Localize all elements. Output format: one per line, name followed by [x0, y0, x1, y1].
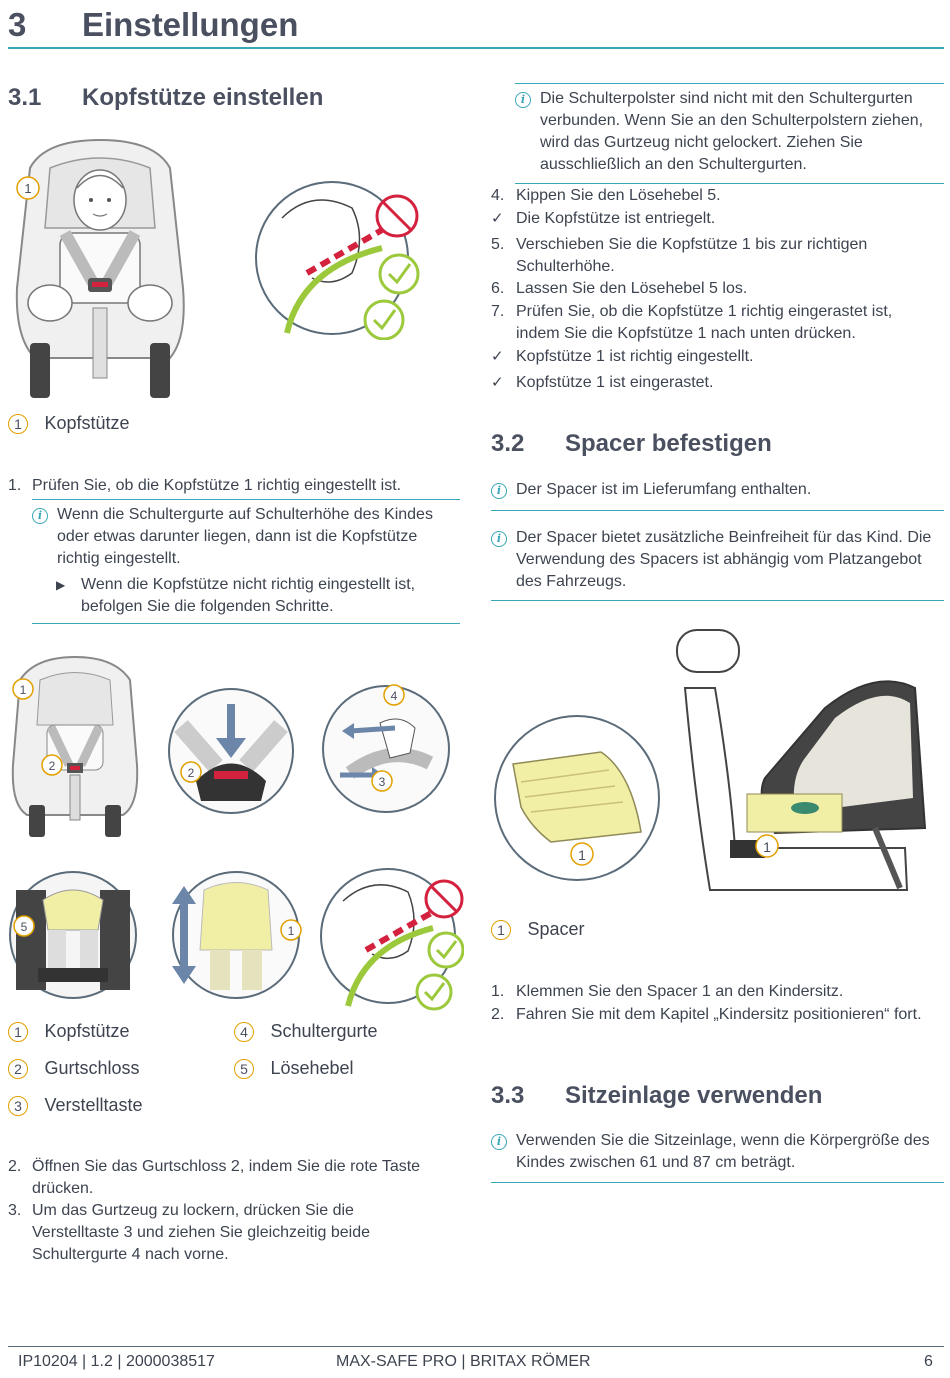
info-note-spacer-included	[491, 479, 941, 501]
spacer-step-1: 1. Klemmen Sie den Spacer 1 an den Kindersitz.	[491, 981, 941, 1003]
step-6: 6. Lassen Sie den Lösehebel 5 los.	[491, 278, 941, 300]
note-rule	[32, 623, 460, 624]
legend-label: Spacer	[527, 919, 585, 939]
legend-number-badge: 5	[234, 1059, 254, 1079]
svg-text:5: 5	[20, 920, 28, 934]
info-rule-top	[515, 83, 944, 84]
step-2: 2. Öffnen Sie das Gurtschloss 2, indem Sie die rote Taste drücken.	[8, 1156, 463, 1178]
info-rule	[491, 510, 944, 511]
legend-number-badge: 1	[8, 414, 28, 434]
info-note-text: Der Spacer ist im Lieferumfang enthalten.	[516, 481, 812, 498]
legend-item-3	[8, 1094, 143, 1116]
chapter-rule	[8, 47, 944, 49]
release-lever-illustration	[8, 870, 138, 1002]
seat-overview-illustration	[5, 655, 145, 840]
legend-item-4	[234, 1020, 378, 1042]
svg-text:2: 2	[187, 766, 195, 780]
result-7b	[491, 372, 941, 394]
step-1-text: Prüfen Sie, ob die Kopfstütze 1 richtig eingestellt ist.	[32, 477, 402, 494]
legend-label: Gurtschloss	[44, 1058, 140, 1078]
info-icon: i	[491, 483, 507, 499]
spacer-step-2: 2. Fahren Sie mit dem Kapitel „Kindersitz positionieren“ fort.	[491, 1004, 941, 1026]
step-4: 4. Kippen Sie den Lösehebel 5.	[491, 185, 941, 207]
info-rule	[491, 1182, 944, 1183]
section-number-3-3: 3.3	[491, 1082, 525, 1109]
legend-label: Schultergurte	[270, 1021, 378, 1041]
svg-text:2: 2	[48, 759, 56, 773]
legend-item-1	[8, 1020, 130, 1042]
step-1: 1. Prüfen Sie, ob die Kopfstütze 1 richtig eingestellt ist.	[8, 475, 463, 497]
section-title-3-3: Sitzeinlage verwenden	[565, 1082, 823, 1109]
info-note-headrest	[32, 504, 452, 567]
legend-item-headrest	[8, 412, 130, 434]
svg-text:1: 1	[287, 924, 295, 938]
footer-rule	[8, 1346, 944, 1347]
legend-item-2	[8, 1057, 139, 1079]
chapter-number: 3	[8, 6, 27, 43]
step-5: 5. Verschieben Sie die Kopfstütze 1 bis zur richtigen Schulterhöhe.	[491, 234, 941, 256]
shoulder-check-illustration	[318, 866, 464, 1012]
legend-number-badge: 1	[491, 920, 511, 940]
section-number-3-1: 3.1	[8, 84, 42, 111]
car-seat-with-spacer-illustration	[675, 628, 945, 908]
headrest-slide-illustration	[164, 870, 308, 1002]
section-title-3-2: Spacer befestigen	[565, 430, 772, 457]
legend-label: Kopfstütze	[44, 1021, 130, 1041]
footer-doc-id: IP10204 | 1.2 | 2000038517	[18, 1353, 215, 1370]
result-7a	[491, 346, 941, 368]
info-icon: i	[32, 508, 48, 524]
result-4	[491, 208, 941, 230]
info-note-text: Verwenden Sie die Sitzeinlage, wenn die Körpergröße des Kindes zwischen 61 und 87 cm beträgt.	[516, 1132, 930, 1171]
footer-product: MAX-SAFE PRO | BRITAX RÖMER	[336, 1353, 591, 1370]
result-7a-text: Kopfstütze 1 ist richtig eingestellt.	[516, 348, 754, 365]
step-7-text: Prüfen Sie, ob die Kopfstütze 1 richtig eingerastet ist, indem Sie die Kopfstütze 1 nach unten drücken.	[516, 303, 893, 342]
step-7: 7. Prüfen Sie, ob die Kopfstütze 1 richtig eingerastet ist, indem Sie die Kopfstütze 1 nach unten drücken.	[491, 301, 941, 323]
info-icon: i	[491, 531, 507, 547]
info-rule-bottom	[515, 183, 944, 184]
instruction-text: Wenn die Kopfstütze nicht richtig eingestellt ist, befolgen Sie die folgenden Schritte.	[81, 576, 416, 615]
info-icon: i	[515, 92, 531, 108]
legend-label: Lösehebel	[270, 1058, 354, 1078]
info-note-spacer-legroom	[491, 527, 941, 590]
info-note-text: Wenn die Schultergurte auf Schulterhöhe des Kindes oder etwas darunter liegen, dann ist die Kopfstütze richtig eingestellt.	[57, 506, 433, 567]
svg-text:1: 1	[19, 683, 27, 697]
step-5-text: Verschieben Sie die Kopfstütze 1 bis zur richtigen Schulterhöhe.	[516, 236, 868, 275]
legend-number-badge: 1	[8, 1022, 28, 1042]
section-number-3-2: 3.2	[491, 430, 525, 457]
step-1-rule	[32, 499, 460, 500]
svg-text:1: 1	[578, 847, 586, 863]
step-3-text: Um das Gurtzeug zu lockern, drücken Sie die Verstelltaste 3 und ziehen Sie gleichzeitig beide Schultergurte 4 nach vorne.	[32, 1202, 370, 1263]
info-note-text: Der Spacer bietet zusätzliche Beinfreiheit für das Kind. Die Verwendung des Spacers ist abhängig vom Platzangebot des Fahrzeugs.	[516, 529, 932, 590]
svg-text:1: 1	[763, 839, 771, 855]
info-note-shoulder-pads	[515, 88, 935, 173]
svg-text:3: 3	[378, 775, 386, 789]
shoulder-height-illustration	[252, 178, 424, 340]
info-rule	[491, 600, 944, 601]
step-3: 3. Um das Gurtzeug zu lockern, drücken Sie die Verstelltaste 3 und ziehen Sie gleichzeitig beide Schultergurte 4 nach vorne.	[8, 1200, 463, 1222]
result-7b-text: Kopfstütze 1 ist eingerastet.	[516, 374, 714, 391]
instruction-arrow-note	[56, 574, 456, 615]
info-note-text: Die Schulterpolster sind nicht mit den Schultergurten verbunden. Wenn Sie an den Schulterpolstern ziehen, wird das Gurtzeug nicht gelockert. Ziehen Sie ausschließlich an den Schultergurten.	[540, 90, 924, 173]
svg-text:1: 1	[24, 181, 32, 196]
checkmark-icon: ✓	[491, 348, 504, 365]
step-6-text: Lassen Sie den Lösehebel 5 los.	[516, 280, 748, 297]
checkmark-icon: ✓	[491, 374, 504, 391]
legend-number-badge: 3	[8, 1096, 28, 1116]
svg-text:4: 4	[390, 689, 398, 703]
result-4-text: Die Kopfstütze ist entriegelt.	[516, 210, 716, 227]
info-note-seat-insert	[491, 1130, 941, 1171]
spacer-step-1-text: Klemmen Sie den Spacer 1 an den Kindersitz.	[516, 983, 844, 1000]
legend-label: Kopfstütze	[44, 413, 130, 433]
info-icon: i	[491, 1134, 507, 1150]
spacer-illustration	[491, 712, 663, 884]
child-seat-illustration	[5, 138, 195, 400]
footer-page-number: 6	[924, 1353, 933, 1370]
step-2-text: Öffnen Sie das Gurtschloss 2, indem Sie die rote Taste drücken.	[32, 1158, 421, 1197]
legend-item-spacer	[491, 918, 585, 940]
chapter-title: Einstellungen	[82, 6, 299, 43]
spacer-step-2-text: Fahren Sie mit dem Kapitel „Kindersitz positionieren“ fort.	[516, 1006, 922, 1023]
legend-number-badge: 2	[8, 1059, 28, 1079]
legend-label: Verstelltaste	[44, 1095, 143, 1115]
step-4-text: Kippen Sie den Lösehebel 5.	[516, 187, 721, 204]
checkmark-icon: ✓	[491, 210, 504, 227]
section-title-3-1: Kopfstütze einstellen	[82, 84, 324, 111]
legend-number-badge: 4	[234, 1022, 254, 1042]
adjuster-button-illustration	[320, 683, 455, 818]
triangle-right-icon: ▶	[56, 578, 66, 592]
buckle-illustration	[166, 686, 296, 816]
legend-item-5	[234, 1057, 354, 1079]
